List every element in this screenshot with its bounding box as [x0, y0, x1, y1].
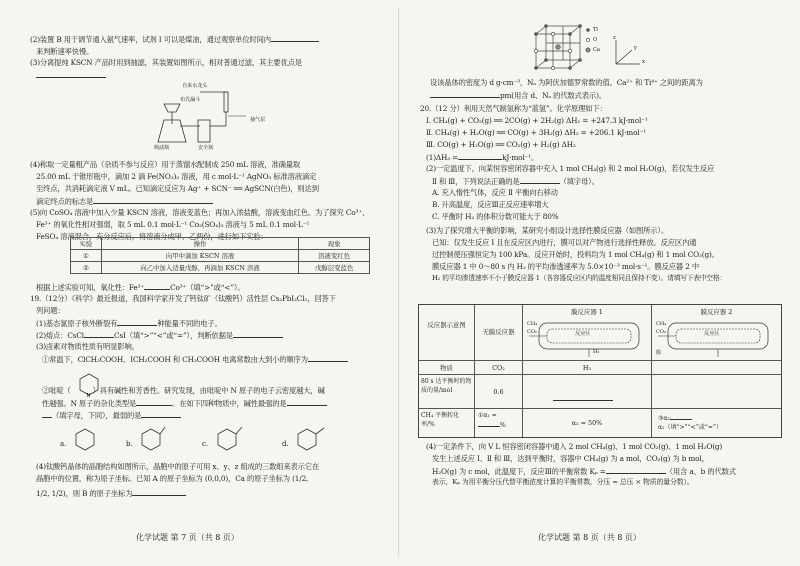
col-header-reactor-2: 膜反应器 2: [700, 308, 733, 316]
label-co2: CO₂: [527, 329, 537, 335]
svg-text:N: N: [86, 393, 91, 398]
cell-h2: H₂: [523, 361, 652, 375]
q18-2-line1: (2)装置 B 用于调节通入氨气速率，试剂 I 可以是煤油，通过观察单位时间内: [30, 34, 319, 44]
q19-3-2-line1: ②吡啶（ ）具有碱性和芳香性。研究发现，由吡啶中 N 原子的电子云密度越大，碱: [42, 386, 325, 395]
page-divider: [398, 8, 399, 556]
option-B: B. 升高温度，反应Ⅲ正反应速率增大: [432, 200, 549, 209]
left-page: [0, 0, 397, 566]
label-co2: CO₂: [656, 329, 666, 335]
option-d: d.: [282, 440, 289, 448]
cell-alpha3: ③α₃ α₂（填“>”“<”或“=”）: [652, 409, 781, 437]
q20-intro: 20.（12 分）利用天然气制氢称为“蓝氢”。化学原理如下：: [420, 104, 607, 113]
pyridine-structure-icon: [78, 372, 100, 398]
q19-4-line3: 1/2, 1/2)，则 B 的原子坐标为: [36, 488, 186, 498]
right-page: [400, 0, 800, 566]
row-label-conversion: CH₄ 平衡转化率/%: [419, 409, 475, 437]
q20-3-line5: H₂ 的平均渗透速率不小于膜反应器 1（各容器反应区内的温度相同且保持不变）。请填写下表中空格：: [432, 274, 727, 282]
q18-5-line1: (5)向 CoSO₄ 溶液中加入少量 KSCN 溶液，溶液变蓝色；再加入浓盐酸，溶液变血红色。为了探究 Co³⁺、: [30, 208, 370, 217]
option-d-methylpyridine-icon: [294, 422, 328, 454]
axis-label-y: y: [634, 45, 637, 51]
row-label-80s: 80 s 达平衡时的物质的量/mol: [419, 375, 475, 409]
q19-density-line1: 设该晶体的密度为 d g·cm⁻³，Nₐ 为阿伏加德罗常数的值。Ca²⁺ 和 Ti⁴⁺ 之间的距离为: [430, 78, 703, 87]
cell-empty: [652, 361, 781, 375]
label-faucet: 自来水龙头: [182, 83, 208, 89]
q20-1: (1)ΔH₃ = kJ·mol⁻¹。: [426, 153, 539, 162]
q20-2-line2: Ⅱ 和 Ⅲ，下列说法正确的是 （填字母）。: [432, 177, 599, 186]
right-footer: 化学试题 第 8 页（共 8 页）: [538, 533, 641, 542]
q19-3-2-line2: 性越强。N 原子的杂化类型是 。在如下四种物质中，碱性最强的是: [42, 398, 327, 408]
q18-4-line4: 滴定终点的标志是: [36, 196, 213, 206]
q20-3-line2: 已知：仅发生反应 I 且在反应区内进行，膜可以对产物进行选择性释放。反应区内通: [432, 238, 697, 247]
option-C: C. 平衡时 H₂ 的体积分数可能大于 80%: [432, 212, 559, 221]
q19-3: (3)卤素对物质性质有明显影响。: [36, 342, 139, 351]
table-header: 实验: [71, 238, 102, 250]
reaction-2: Ⅱ. CH₄(g) + H₂O(g) ══ CO(g) + 3H₂(g) ΔH₂ = +206.1 kJ·mol⁻¹: [426, 128, 646, 137]
experiment-table: [70, 237, 370, 274]
q19-2: (2)熔点：CsCl CsI（填“>”“<”或“=”），判断依据是: [36, 330, 283, 340]
cell-empty: [652, 375, 781, 409]
reaction-3: Ⅲ. CO(g) + H₂O(g) ══ CO₂(g) + H₂(g) ΔH₃: [426, 140, 576, 149]
cell-co2: CO₂: [475, 361, 523, 375]
left-footer: 化学试题 第 7 页（共 8 页）: [136, 533, 239, 542]
membrane-reactor-table: [418, 304, 782, 438]
q20-4-line1: (4)一定条件下，向 V L 恒容密闭容器中通入 2 mol CH₄(g)、1 mol CO₂(g)、1 mol H₂O(g): [426, 442, 723, 451]
label-reaction-zone: 反应区: [704, 331, 720, 337]
label-membrane: 膜: [656, 350, 662, 356]
reactor-2-diagram: [658, 317, 776, 357]
legend-ca: Ca: [593, 47, 600, 53]
legend-ti: Ti: [593, 27, 598, 33]
cell-h2-amount: [523, 375, 652, 409]
col-header-reactor-1: 膜反应器 1: [571, 308, 603, 316]
q18-2-line2: 来判断速率快慢。: [36, 47, 94, 56]
q20-4-line2: 发生上述反应 Ⅰ、Ⅱ 和 Ⅲ，达到平衡时，容器中 CH₄(g) 为 a mol，CO₂(g) 为 b mol，: [432, 454, 709, 463]
q18-3-answer: [36, 70, 106, 80]
table-header: 操作: [101, 238, 298, 250]
table-row: ② 向乙中加入适量戊醇，再滴加 KSCN 溶液 戊醇层变蓝色: [71, 262, 370, 274]
q19-3-2-line3: （填字母，下同），最弱的是: [42, 410, 181, 420]
q18-4-line1: (4)称取一定量粗产品（杂质不参与反应）用于蒸馏水配制成 250 mL 溶液，准确量取: [30, 160, 301, 169]
q19-4-line1: (4)钛酸钙晶体的晶胞结构如图所示，晶胞中的原子可用 x、y、z 组成的三数组来表示它在: [36, 462, 320, 471]
q18-4-line2: 25.00 mL 于锥形瓶中，滴加 2 滴 Fe(NO₃)₃ 溶液，用 c mol·L⁻¹ AgNO₃ 标准溶液滴定: [36, 172, 317, 181]
label-reaction-zone: 反应区: [575, 331, 591, 337]
q20-3-line1: (3)为了探究增大平衡的影响，某研究小组设计选择性膜反应器（如图所示）。: [426, 226, 669, 235]
reactor-1-diagram: [529, 317, 647, 357]
table-row: ① 向甲中滴加 KSCN 溶液 溶液变红色: [71, 250, 370, 262]
option-a-pyridine-icon: [72, 426, 98, 454]
label-safety-bottle: 安全瓶: [198, 145, 214, 151]
col-header-no-membrane: 无膜反应器: [475, 305, 523, 361]
q20-4-line3: H₂O(g) 为 c mol，此温度下，反应Ⅲ的平衡常数 Kₚ = （用含 a、b 的代数式: [432, 467, 736, 476]
reactor-1-cell: [523, 305, 652, 361]
label-h2: H₂: [593, 349, 600, 355]
q20-3-line3: 过控制使压强恒定为 100 kPa。反应开始时，投料均为 1 mol CH₄(g) 和 1 mol CO₂(g)。: [432, 250, 719, 259]
axis-label-z: z: [613, 35, 616, 41]
q18-5-line2: Fe³⁺ 的氧化性相对强弱，取 5 mL 0.1 mol·L⁻¹ Co₂(SO₄)₃ 溶液与 5 mL 0.1 mol·L⁻¹: [36, 220, 310, 229]
option-c: c.: [202, 440, 209, 448]
cell-alpha2: α₂ = 50%: [523, 409, 652, 437]
reactor-2-cell: [652, 305, 781, 361]
perovskite-unit-cell-figure: [528, 20, 648, 78]
cell-co2-amount: 0.6: [475, 375, 523, 409]
q19-3-1: ①常温下，ClCH₂COOH、ICH₂COOH 和 CH₃COOH 电离常数由大到小的顺序为: [42, 354, 348, 364]
q18-5-line3: FeSO₄ 溶液混合，充分反应后，将溶液分成甲、乙两份，进行如下实验：: [36, 232, 268, 241]
label-ch4: CH₄: [527, 321, 538, 327]
label-pump: 抽气泵: [250, 117, 266, 123]
q18-4-line3: 至终点，共消耗滴定液 V mL。已知滴定反应为 Ag⁺ + SCN⁻ ══ AgSCN(白色)，则达到: [36, 184, 319, 193]
q19-density-line2: pm(用含 d、Nₐ 的代数式表示)。: [430, 90, 606, 100]
q20-3-line4: 膜反应器 1 中 0～80 s 内 H₂ 的平均渗透速率为 5.0×10⁻³ mol·s⁻¹。膜反应器 2 中: [432, 262, 700, 271]
cell-alpha1: ①α₁ = %: [475, 409, 523, 437]
option-b: b.: [126, 440, 133, 448]
col-header-diagram: 反应器示意图: [419, 305, 475, 361]
label-ch4: CH₄: [656, 321, 667, 327]
q18-3-line: (3)分离提纯 KSCN 产品时用到抽滤，其装置如图所示，相对普通过滤，其主要优点是: [30, 58, 302, 67]
label-buchner-funnel: 布氏漏斗: [180, 97, 201, 103]
q19-1: (1)基态氯原子核外断裂有 种能量不同的电子。: [36, 319, 222, 328]
q18-5-conclusion: 根据上述实验可知，氧化性：Fe³⁺ Co³⁺（填“>”或“<”）。: [36, 283, 245, 292]
q19-4-line2: 晶胞中的位置，称为原子坐标。已知 A 的原子坐标为 (0,0,0)，Ca 的原子坐标为 (1/2,: [36, 474, 309, 483]
q20-2-line1: (2)一定温度下，向某恒容密闭容器中充入 1 mol CH₄(g) 和 2 mol H₂O(g)，若仅发生反应: [426, 164, 715, 173]
label-filter-flask: 吸滤瓶: [154, 145, 170, 151]
table-header: 现象: [299, 238, 370, 250]
row-label-substance: 物质: [419, 361, 475, 375]
reaction-1: Ⅰ. CH₄(g) + CO₂(g) ══ 2CO(g) + 2H₂(g) ΔH₁ = +247.3 kJ·mol⁻¹: [426, 116, 648, 125]
option-A: A. 充入惰性气体，反应 Ⅱ 平衡向右移动: [432, 188, 558, 197]
option-c-chloropyridine-icon: [214, 422, 246, 454]
q19-intro: 19.（12分）《科学》最近报道，我国科学家开发了钙钛矿（钛酸钙）活性层 Cs₂PbI₂Cl₂，回答下: [30, 294, 336, 303]
q20-4-line4: 表示，Kₚ 为用平衡分压代替平衡浓度计算的平衡常数，分压 = 总压 × 物质的量分数）。: [432, 478, 694, 486]
legend-o: O: [593, 37, 598, 43]
q19-intro-2: 列问题：: [36, 306, 65, 315]
option-a: a.: [60, 440, 67, 448]
axis-label-x: x: [642, 59, 645, 65]
option-b-iodopyridine-icon: [138, 422, 168, 454]
